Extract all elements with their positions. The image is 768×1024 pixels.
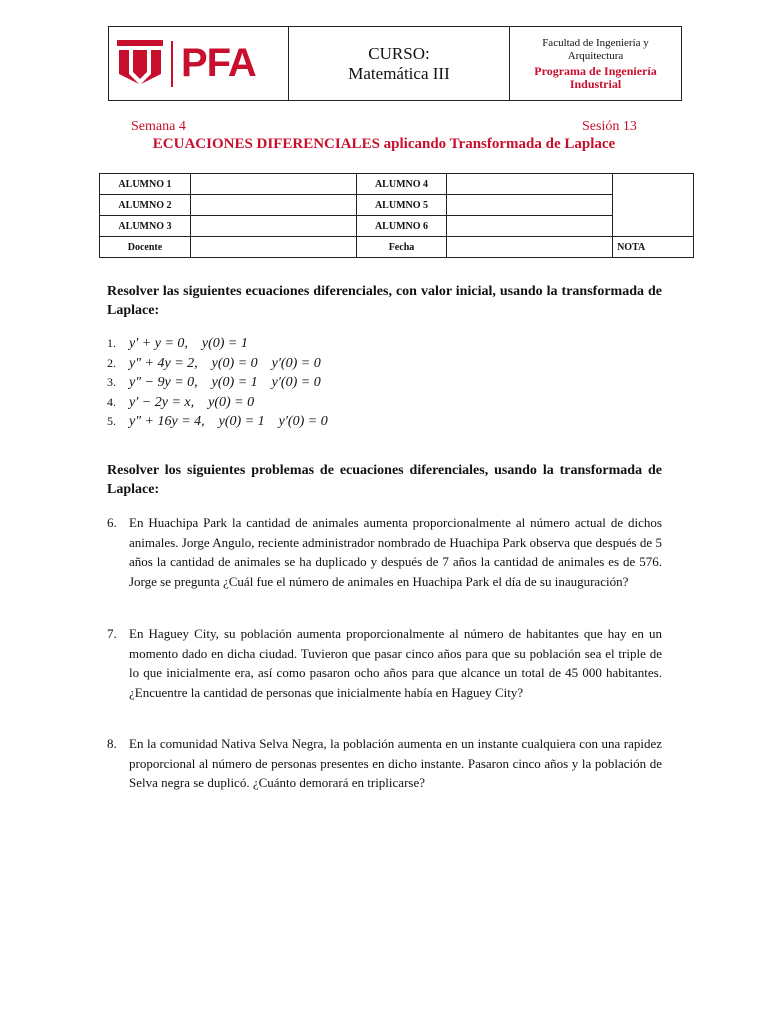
- initial-condition-derivative: y′(0) = 0: [271, 355, 321, 371]
- student-table: [99, 173, 694, 258]
- initial-condition: y(0) = 1: [218, 414, 265, 429]
- session-label: Sesión 13: [582, 119, 637, 134]
- nota-field[interactable]: [613, 174, 694, 237]
- utp-shield-icon: [115, 38, 165, 90]
- week-label: Semana 4: [131, 119, 186, 134]
- alumno-3-field[interactable]: [190, 216, 356, 237]
- initial-condition-derivative: y′(0) = 0: [278, 414, 328, 429]
- equation-item: [107, 373, 328, 393]
- section-1-instruction: Resolver las siguientes ecuaciones diferenciales, con valor inicial, usando la transformada de Laplace:: [107, 284, 662, 318]
- alumno-6-field[interactable]: [447, 216, 613, 237]
- equation-list: [107, 334, 328, 432]
- initial-condition: y(0) = 1: [201, 336, 248, 351]
- course-label: CURSO:: [368, 43, 430, 63]
- document-header: [108, 26, 682, 101]
- course-name: Matemática III: [348, 63, 450, 83]
- faculty-box: [510, 27, 681, 100]
- nota-label: NOTA: [613, 237, 694, 258]
- logo: [109, 27, 289, 100]
- problem-text: En Huachipa Park la cantidad de animales aumenta proporcionalmente al número actual de dichos animales. Jorge Angulo, reciente administrador nombrado de Huachipa Park observa que después de 5 años la cantidad de animales se ha duplicado y después de 7 años la cantidad de animales es de 576. Jorge se pregunta ¿Cuál fue el número de animales en Huachipa Park el día de su inauguración?: [129, 515, 662, 589]
- problem-item: [107, 734, 662, 793]
- equation: y′ + y = 0,: [129, 336, 188, 351]
- equation-number: 4.: [107, 394, 116, 409]
- logo-text: PFA: [181, 41, 256, 85]
- initial-condition: y(0) = 1: [211, 375, 258, 390]
- section-2-instruction: Resolver los siguientes problemas de ecuaciones diferenciales, usando la transformada de Laplace:: [107, 463, 662, 497]
- problem-number: 8.: [107, 736, 117, 751]
- alumno-4-field[interactable]: [447, 174, 613, 195]
- equation: y″ + 4y = 2,: [129, 355, 198, 371]
- faculty-name: Facultad de Ingeniería y Arquitectura: [542, 36, 649, 62]
- page-title: ECUACIONES DIFERENCIALES aplicando Transformada de Laplace: [152, 136, 616, 152]
- problem-text: En la comunidad Nativa Selva Negra, la población aumenta en un instante cualquiera con una rapidez proporcional al número de personas presentes en dicho instante. Pasaron cinco años y la población de Selva negra se duplicó. ¿Cuánto demorará en triplicarse?: [129, 736, 662, 790]
- alumno-1-field[interactable]: [190, 174, 356, 195]
- equation: y″ + 16y = 4,: [129, 414, 205, 429]
- alumno-6-label: ALUMNO 6: [356, 216, 447, 237]
- alumno-2-label: ALUMNO 2: [100, 195, 191, 216]
- fecha-label: Fecha: [356, 237, 447, 258]
- program-name: Programa de Ingeniería Industrial: [534, 63, 657, 91]
- equation-item: [107, 334, 328, 354]
- equation: y″ − 9y = 0,: [129, 375, 198, 390]
- problem-text: En Haguey City, su población aumenta proporcionalmente al número de habitantes que hay en un momento dado en dicha ciudad. Tuvieron que pasar cinco años para que su población sea el triple de lo que inicialmente era, así como pasaron ocho años para que alcance un total de 45 000 habitantes. ¿Encuentre la cantidad de personas que inicialmente había en Haguey City?: [129, 626, 662, 700]
- problem-number: 7.: [107, 626, 117, 641]
- equation-item: [107, 393, 328, 413]
- docente-label: Docente: [100, 237, 191, 258]
- initial-condition: y(0) = 0: [208, 394, 255, 410]
- problem-number: 6.: [107, 515, 117, 530]
- initial-condition-derivative: y′(0) = 0: [271, 375, 321, 390]
- equation: y′ − 2y = x,: [129, 394, 195, 410]
- alumno-1-label: ALUMNO 1: [100, 174, 191, 195]
- equation-number: 2.: [107, 355, 116, 370]
- alumno-2-field[interactable]: [190, 195, 356, 216]
- alumno-5-field[interactable]: [447, 195, 613, 216]
- equation-item: [107, 354, 328, 374]
- equation-item: [107, 412, 328, 432]
- problem-item: [107, 513, 662, 591]
- fecha-field[interactable]: [447, 237, 613, 258]
- initial-condition: y(0) = 0: [211, 355, 258, 371]
- alumno-3-label: ALUMNO 3: [100, 216, 191, 237]
- equation-number: 5.: [107, 414, 116, 428]
- alumno-4-label: ALUMNO 4: [356, 174, 447, 195]
- equation-number: 3.: [107, 375, 116, 389]
- logo-divider: [171, 41, 173, 87]
- alumno-5-label: ALUMNO 5: [356, 195, 447, 216]
- equation-number: 1.: [107, 336, 116, 350]
- course-box: [289, 27, 510, 100]
- docente-field[interactable]: [190, 237, 356, 258]
- problem-item: [107, 624, 662, 702]
